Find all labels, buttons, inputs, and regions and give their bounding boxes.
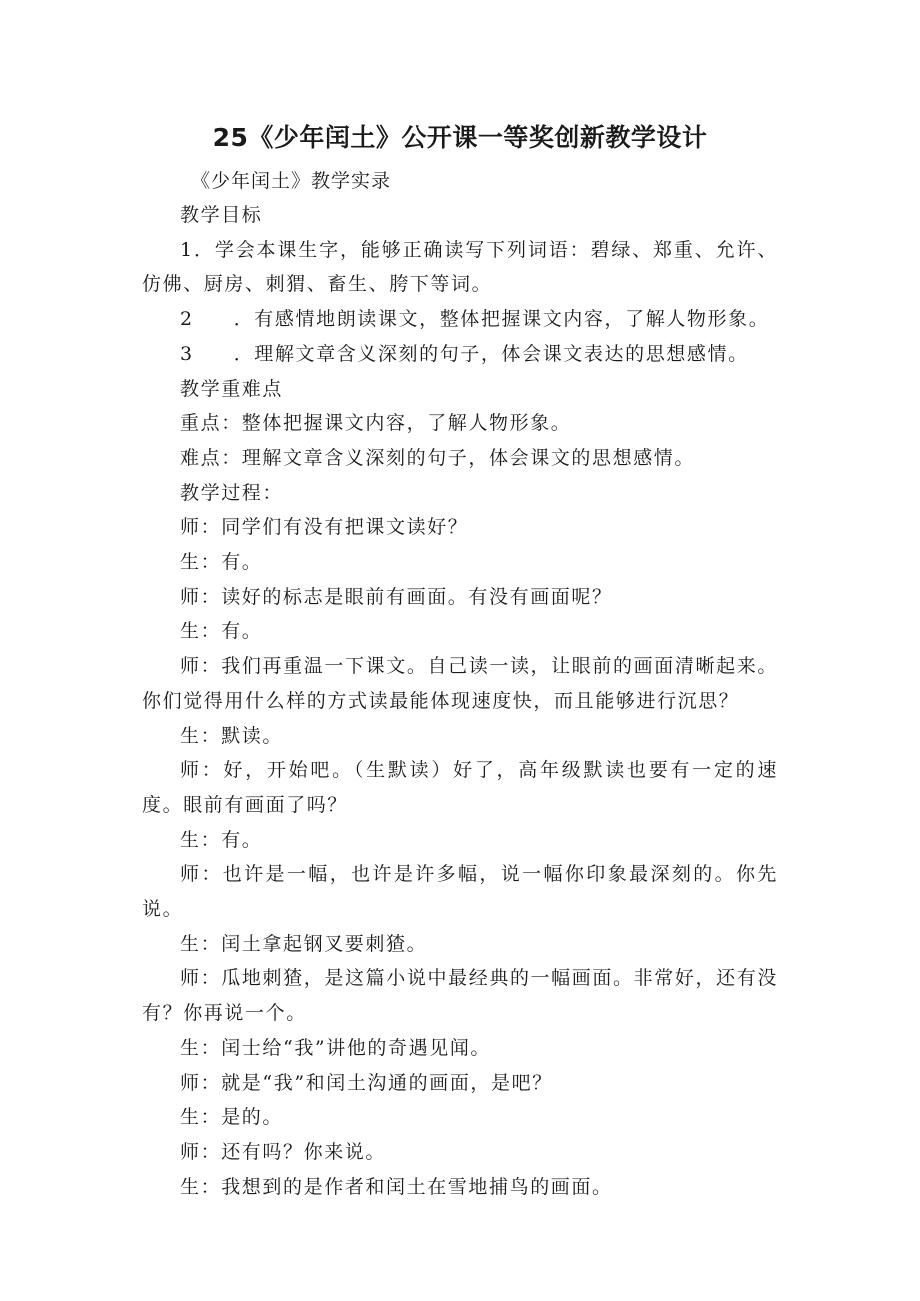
process-heading: 教学过程： xyxy=(180,481,284,504)
goal-item-2 xyxy=(142,302,778,337)
difficult-point: 难点：理解文章含义深刻的句子，体会课文的思想感情。 xyxy=(180,446,696,469)
dialogue-line: 师：好，开始吧。（生默读）好了，高年级默读也要有一定的速度。眼前有画面了吗？ xyxy=(142,759,778,816)
dialogue-line: 生：闰土拿起钢叉要刺猹。 xyxy=(180,932,428,955)
dialogue-line: 师：我们再重温一下课文。自己读一读，让眼前的画面清晰起来。你们觉得用什么样的方式读最能体现速度快，而且能够进行沉思？ xyxy=(142,655,778,712)
dialogue-line: 生：是的。 xyxy=(180,1106,284,1129)
dialogue-line: 生：有。 xyxy=(180,620,263,643)
dialogue-line: 师：瓜地刺猹，是这篇小说中最经典的一幅画面。非常好，还有没有？你再说一个。 xyxy=(142,967,778,1025)
dialogue-line: 生：我想到的是作者和闰土在雪地捕鸟的画面。 xyxy=(180,1175,613,1198)
dialogue-line: 生：有。 xyxy=(180,551,263,574)
goals-heading: 教学目标 xyxy=(180,204,263,226)
dialogue-line: 生：默读。 xyxy=(180,724,284,747)
dialogue-line: 师：还有吗？你来说。 xyxy=(180,1140,387,1163)
goal-item-2-text: ．有感情地朗读课文，整体把握课文内容，了解人物形象。 xyxy=(233,308,770,331)
goal-item-3-text: ．理解文章含义深刻的句子，体会课文表达的思想感情。 xyxy=(233,342,749,365)
dialogue-line: 生：有。 xyxy=(180,828,263,851)
dialogue-line: 师：读好的标志是眼前有画面。有没有画面呢？ xyxy=(180,585,613,608)
goal-item-3 xyxy=(142,337,778,372)
dialogue-line: 师：就是“我”和闰土沟通的画面，是吧？ xyxy=(180,1071,553,1094)
key-point: 重点：整体把握课文内容，了解人物形象。 xyxy=(180,412,572,435)
key-difficult-heading: 教学重难点 xyxy=(180,377,284,400)
goal-item-1: 1．学会本课生字，能够正确读写下列词语：碧绿、郑重、允许、仿佛、厨房、刺猬、畜生、胯下等词。 xyxy=(142,238,778,296)
dialogue-line: 生：闰士给“我”讲他的奇遇见闻。 xyxy=(180,1036,492,1059)
goal-item-3-number: 3 xyxy=(180,342,194,365)
document-subtitle: 《少年闰土》教学实录 xyxy=(191,170,392,192)
page-title: 25《少年闰土》公开课一等奖创新教学设计 xyxy=(212,123,708,152)
dialogue-line: 师：同学们有没有把课文读好？ xyxy=(180,516,469,539)
goal-item-2-number: 2 xyxy=(180,308,194,331)
document-body xyxy=(142,198,778,1204)
dialogue-line: 师：也许是一幅，也许是许多幅，说一幅你印象最深刻的。你先说。 xyxy=(142,863,778,921)
